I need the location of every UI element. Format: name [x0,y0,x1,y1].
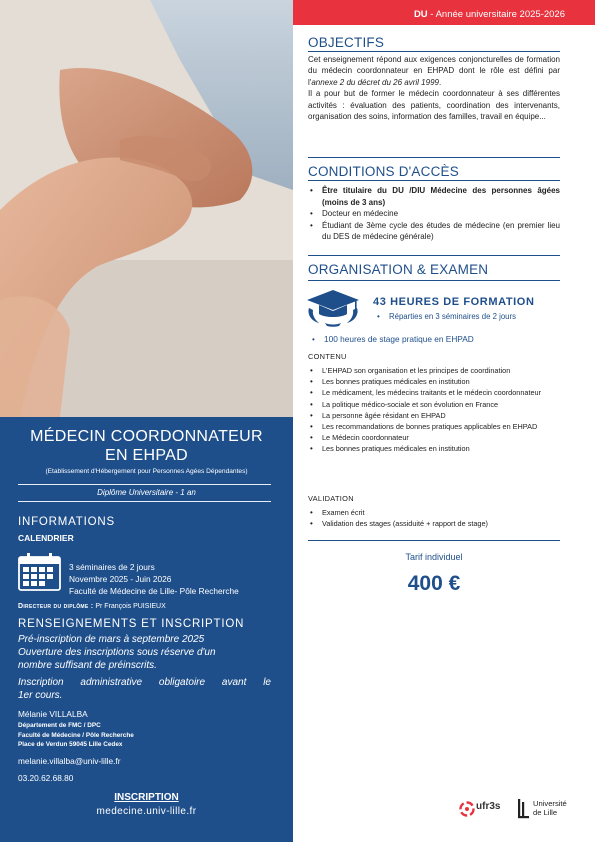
holding-hands-image [0,0,293,417]
address-line: Place de Verdun 59045 Lille Cedex [18,741,123,748]
objectifs-text [308,54,560,122]
admin-line: Inscription administrative obligatoire avant le [18,677,271,688]
conditions-heading: CONDITIONS D'ACCÈS [308,164,459,179]
preinscription-line: Pré-inscription de mars à septembre 2025 [18,634,205,645]
contenu-item: • Les recommandations de bonnes pratiques applicables en EHPAD [308,421,560,432]
validation-item: • Validation des stages (assiduité + rapport de stage) [308,518,560,529]
academic-year: Année universitaire 2025-2026 [435,9,565,20]
program-subtitle: (Etablissement d'Hébergement pour Personnes Agées Dépendantes) [45,468,248,475]
year-banner [293,0,595,25]
objectifs-p2: Il a pour but de former le médecin coordonnateur à ses différentes activités : évaluation des patients, coordination des intervenants, organisation des soins, information des familles, travail en équipe... [308,89,560,122]
diploma-label: Diplôme Universitaire - 1 an [97,488,196,497]
divider [308,157,560,158]
contact-email[interactable]: melanie.villalba@univ-lille.fr [18,756,121,766]
objectifs-p1: Cet enseignement répond aux exigences conjoncturelles de formation du médecin coordonnateur en EHPAD dont le rôle est défini par l' [308,55,560,87]
opening-line-2: nombre suffisant de préinscrits. [18,660,157,671]
condition-item: • Étudiant de 3ème cycle des études de médecine (en premier lieu du DES de médecine générale) [308,220,560,243]
divider [308,255,560,256]
condition-item: • Être titulaire du DU /DIU Médecine des personnes âgées (moins de 3 ans) [308,185,560,208]
decree-reference: annexe 2 du décret du 26 avril 1999 [311,77,439,87]
hours-title: 43 HEURES DE FORMATION [373,296,535,308]
inscription-link[interactable]: INSCRIPTION [114,792,179,803]
ufr3s-wordmark: ufr3s [476,801,501,812]
seminars-text: 3 séminaires de 2 jours [69,562,155,572]
calendar-label: CALENDRIER [18,533,74,543]
contenu-item: • Le Médecin coordonnateur [308,432,560,443]
tarif-price: 400 € [407,572,461,595]
divider [308,280,560,281]
hours-detail: • Réparties en 3 séminaires de 2 jours [375,311,575,323]
address-line: Département de FMC / DPC [18,722,101,729]
informations-heading: INFORMATIONS [18,516,115,528]
dates-text: Novembre 2025 - Juin 2026 [69,574,172,584]
divider [308,540,560,541]
divider [308,51,560,52]
director-label: Directeur du diplôme : [18,603,94,610]
calendar-icon [18,553,61,591]
info-panel [0,417,293,842]
contenu-label: CONTENU [308,352,347,361]
admin-line-2: 1er cours. [18,690,63,701]
contact-heading: RENSEIGNEMENTS ET INSCRIPTION [18,618,245,630]
tarif-label: Tarif individuel [405,552,463,562]
right-column [293,0,595,842]
divider [18,484,271,485]
opening-line: Ouverture des inscriptions sous réserve d'un [18,647,216,658]
address-line: Faculté de Médecine / Pôle Recherche [18,731,134,739]
contenu-item: • Le médicament, les médecins traitants et le médecin coordonnateur [308,387,560,398]
graduation-cap-icon [303,288,363,328]
universite-lille-logo [517,798,577,820]
program-title-line1: MÉDECIN COORDONNATEUR [30,428,263,445]
program-title-line2: EN EHPAD [104,447,188,464]
contact-phone: 03.20.62.68.80 [18,773,74,783]
objectifs-p1-end: . [438,77,442,87]
objectifs-heading: OBJECTIFS [308,35,385,50]
organisation-heading: ORGANISATION & EXAMEN [308,262,489,277]
contenu-item: • Les bonnes pratiques médicales en institution [308,443,560,454]
validation-item: • Examen écrit [308,507,560,518]
validation-label: VALIDATION [308,494,354,503]
contact-name: Mélanie VILLALBA [18,709,88,719]
divider [308,180,560,181]
website-link[interactable]: medecine.univ-lille.fr [96,806,197,817]
location-text: Faculté de Médecine de Lille- Pôle Recherche [69,586,239,596]
contenu-item: • L'EHPAD son organisation et les principes de coordination [308,365,560,376]
contenu-item: • La personne âgée résidant en EHPAD [308,410,560,421]
stage-hours: • 100 heures de stage pratique en EHPAD [310,334,560,346]
contenu-item: • La politique médico-sociale et son évolution en France [308,399,560,410]
university-name-line1: Université [533,799,567,808]
director-name: Pr François PUISIEUX [95,603,166,610]
contenu-item: • Les bonnes pratiques médicales en institution [308,376,560,387]
university-name-line2: de Lille [533,808,558,817]
du-label: DU [413,9,428,20]
cover-photo [0,0,293,417]
separator: - [427,9,436,20]
ufr3s-logo [459,799,505,819]
condition-item: • Docteur en médecine [308,208,560,220]
divider [18,501,271,502]
